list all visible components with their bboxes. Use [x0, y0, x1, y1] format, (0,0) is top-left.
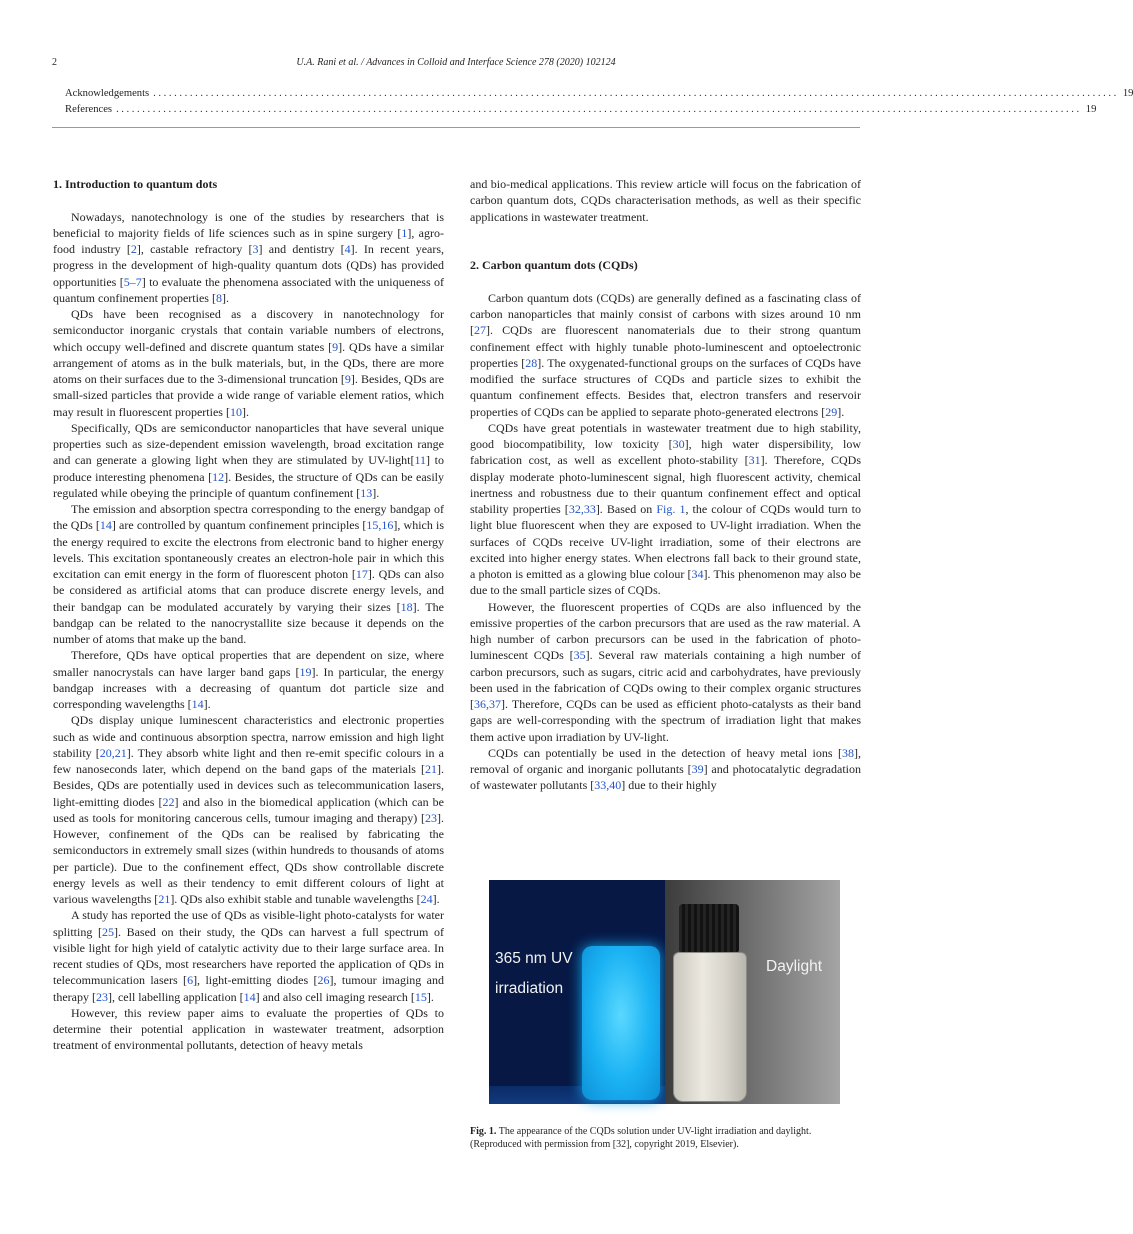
citation-link[interactable]: 9 — [332, 339, 339, 354]
uv-label: 365 nm UV irradiation — [495, 950, 573, 997]
glowing-vial — [582, 946, 660, 1100]
figure-link[interactable]: Fig. 1 — [656, 502, 686, 516]
citation-link[interactable]: 18 — [400, 599, 413, 614]
citation-link[interactable]: 35 — [573, 648, 586, 663]
paragraph: However, the fluorescent properties of CQDs are also influenced by the emissive properties of the carbon precursors that are used as the raw material. A high number of carbon precursors can be used in the fabrication of photo-luminescent CQDs [35]. Several raw materials containing a high number of carbon precursors, such as sugars, citric acid and carbohydrates, have previously been used in the fabrication of CQDs owing to their complex organic structures [36,37]. Therefore, CQDs can be used as efficient photo-catalysts as their band gaps are well-corresponding with the spectrum of irradiation light that makes them active upon irradiation by UV-light. — [470, 599, 861, 744]
citation-link[interactable]: 31 — [748, 453, 761, 468]
section-title-introduction: 1. Introduction to quantum dots — [53, 177, 218, 191]
paragraph: CQDs can potentially be used in the detection of heavy metal ions [38], removal of organic and inorganic pollutants [39] and photocatalytic degradation of wastewater pollutants [33,40] due to their highly — [470, 745, 861, 793]
citation-link[interactable]: 11 — [414, 453, 427, 468]
figure-1-cqd-photo — [489, 880, 840, 1104]
paragraph: Nowadays, nanotechnology is one of the studies by researchers that is beneficial to majority fields of life sciences such as in spine surgery [1], agro-food industry [2], castable refractory [3] and dentistry [4]. In recent years, progress in the development of high-quality quantum dots (QDs) has provided opportunities [5–7] to evaluate the phenomena associated with the uniqueness of quantum confinement properties [8]. — [53, 209, 445, 305]
paragraph: QDs have been recognised as a discovery in nanotechnology for semiconductor inorganic crystals that contain variable numbers of electrons, which occupy well-defined and discrete quantum states [9]. QDs have a similar arrangement of atoms as in the bulk materials, but, in the QDs, there are more atoms on their surfaces due to the 3-dimensional truncation [9]. Besides, QDs are small-sized particles that provide a wide range of variable element ratios, which may result in fluorescent properties [10]. — [53, 307, 445, 419]
citation-link[interactable]: 9 — [344, 372, 351, 386]
citation-link[interactable]: 15,16 — [366, 518, 394, 533]
table-of-contents — [52, 88, 1133, 119]
citation-link[interactable]: 22 — [162, 794, 175, 809]
citation-link[interactable]: 3 — [252, 242, 259, 256]
citation-link[interactable]: 32,33 — [568, 502, 596, 516]
journal-citation: U.A. Rani et al. / Advances in Colloid and Interface Science 278 (2020) 102124 — [296, 57, 616, 68]
citation-link[interactable]: 13 — [360, 485, 373, 500]
citation-link[interactable]: 2 — [130, 242, 137, 256]
citation-link[interactable]: 36,37 — [474, 697, 501, 711]
citation-link[interactable]: 33,40 — [594, 778, 622, 793]
toc-item-acknowledgements[interactable]: Acknowledgements ........................................................................................................................................................................................ 19 — [65, 88, 1133, 99]
citation-link[interactable]: 23 — [425, 810, 437, 825]
citation-link[interactable]: 6 — [187, 973, 194, 988]
citation-link[interactable]: 28 — [525, 355, 538, 370]
paragraph: The emission and absorption spectra corresponding to the energy bandgap of the QDs [14] are controlled by quantum confinement principles [15,16], which is the energy required to excite the electrons from electronic band to higher energy levels. This excitation spontaneously creates an electron-hole pair in which this excitation can emit energy in the form of fluorescent photon [17]. QDs can also be considered as artificial atoms that can produce discrete energy levels, and their bandgap can be modulated accurately by varying their sizes [18]. The bandgap can be related to the nanocrystallite size because it depends on the number of atoms that make up the band. — [53, 502, 445, 646]
citation-link[interactable]: 39 — [691, 762, 704, 776]
paragraph: Therefore, QDs have optical properties that are dependent on size, where smaller nanocrystals can have larger band gaps [19]. In particular, the energy bandgap increases with a decreasing of quantum dot particle size and corresponding wavelengths [14]. — [53, 648, 445, 711]
uv-panel — [489, 880, 665, 1104]
citation-link[interactable]: 8 — [215, 290, 222, 305]
paragraph: Specifically, QDs are semiconductor nanoparticles that have several unique properties such as size-dependent emission wavelength, broad excitation range and can generate a glowing light when they are stimulated by UV-light[11] to produce interesting phenomena [12]. Besides, the structure of QDs can be easily regulated while obeying the principle of quantum confinement [13]. — [53, 420, 444, 500]
citation-link[interactable]: 24 — [420, 892, 433, 906]
citation-link[interactable]: 4 — [344, 242, 351, 256]
citation-link[interactable]: 34 — [691, 567, 704, 581]
citation-link[interactable]: 14 — [191, 697, 204, 711]
citation-link[interactable]: 23 — [95, 989, 108, 1004]
clear-vial — [673, 952, 747, 1102]
header-divider — [52, 127, 860, 128]
daylight-panel — [665, 880, 840, 1104]
citation-link[interactable]: 19 — [299, 664, 312, 679]
paragraph: and bio-medical applications. This review article will focus on the fabrication of carbon quantum dots, CQDs characterisation methods, as well as their specific applications in wastewater treatment. — [470, 177, 861, 224]
citation-link[interactable]: 29 — [825, 404, 838, 419]
toc-item-references[interactable]: References ........................................................................................................................................................................................ 19 — [65, 103, 1097, 115]
figure-caption — [470, 1125, 862, 1152]
citation-link[interactable]: 5–7 — [123, 274, 142, 289]
caption-text: The appearance of the CQDs solution under UV-light irradiation and daylight. (Reproduced with permission from [32], copyright 2019, Elsevier). — [470, 1126, 812, 1151]
citation-link[interactable]: 26 — [317, 973, 330, 988]
paragraph: However, this review paper aims to evaluate the properties of QDs to determine their potential application in wastewater treatment, adsorption treatment of environmental pollutants, detection of heavy metals — [53, 1005, 444, 1053]
paragraph: A study has reported the use of QDs as visible-light photo-catalysts for water splitting [25]. Based on their study, the QDs can harvest a full spectrum of visible light for high yield of catalytic activity due to their large surface area. In recent studies of QDs, most researchers have reported the application of QDs in telecommunication lasers [6], light-emitting diodes [26], tumour imaging and therapy [23], cell labelling application [14] and also cell imaging research [15]. — [53, 908, 444, 1004]
citation-link[interactable]: 10 — [229, 404, 242, 419]
right-column — [470, 176, 861, 794]
daylight-label: Daylight — [766, 958, 822, 975]
caption-label: Fig. 1. — [470, 1126, 497, 1137]
left-column — [53, 176, 444, 1054]
citation-link[interactable]: 14 — [243, 989, 256, 1004]
paragraph: Carbon quantum dots (CQDs) are generally defined as a fascinating class of carbon nanoparticles that mainly consist of carbons with sizes around 10 nm [27]. CQDs are fluorescent nanomaterials due to their strong quantum confinement effect with highly tunable photo-luminescent and optoelectronic properties [28]. The oxygenated-functional groups on the surfaces of CQDs have modified the surface structures of CQDs and particle sizes to exhibit the quantum confinement effects. Besides that, electron transfers and reservoir properties of CQDs can be applied to separate photo-generated electrons [29]. — [470, 290, 861, 419]
citation-link[interactable]: 20,21 — [99, 745, 127, 760]
paragraph: QDs display unique luminescent characteristics and electronic properties such as wide and continuous absorption spectra, narrow emission and high light stability [20,21]. They absorb white light and then re-emit specific colours in a few nanoseconds later, which depend on the band gaps of the materials [21]. Besides, QDs are potentially used in devices such as telecommunication lasers, light-emitting diodes [22] and also in the biomedical application (which can be used as tools for monitoring cancerous cells, tumour imaging and therapy) [23]. However, confinement of the QDs can be realised by fabricating the semiconductors in extremely small sizes (within hundreds to thousands of atoms per particle). Due to the confinement effect, QDs show controllable discrete energy levels as well as their tendency to emit different colours of light at various wavelengths [21]. QDs also exhibit stable and tunable wavelengths [24]. — [53, 713, 445, 906]
paragraph: CQDs have great potentials in wastewater treatment due to high stability, good biocompatibility, low toxicity [30], high water dispersibility, low fabrication cost, as well as excellent photo-stability [31]. Therefore, CQDs display moderate photo-luminescent signal, high fluorescent activity, chemical inertness and robustness due to their quantum confinement effect and optical stability properties [32,33]. Based on Fig. 1, the colour of CQDs would turn to light blue fluorescent when they are exposed to UV-light irradiation. When the surfaces of CQDs receive UV-light irradiation, some of their electrons are excited into higher energy states. When electrons fall back to their ground state, a photon is emitted as a glowing blue colour [34]. This phenomenon may also be due to the small particle sizes of CQDs. — [470, 420, 862, 598]
vial-cap — [679, 904, 739, 952]
citation-link[interactable]: 15 — [414, 989, 427, 1004]
running-header — [52, 57, 860, 71]
citation-link[interactable]: 25 — [101, 924, 114, 939]
citation-link[interactable]: 21 — [425, 762, 437, 776]
citation-link[interactable]: 17 — [355, 567, 368, 581]
citation-link[interactable]: 27 — [474, 323, 486, 338]
page-number: 2 — [52, 57, 57, 68]
citation-link[interactable]: 38 — [842, 745, 854, 760]
citation-link[interactable]: 30 — [672, 437, 685, 451]
section-title-carbon-quantum-dots: 2. Carbon quantum dots (CQDs) — [470, 258, 638, 273]
citation-link[interactable]: 12 — [212, 469, 225, 484]
citation-link[interactable]: 1 — [401, 225, 408, 240]
citation-link[interactable]: 14 — [99, 518, 112, 533]
citation-link[interactable]: 21 — [158, 892, 171, 906]
